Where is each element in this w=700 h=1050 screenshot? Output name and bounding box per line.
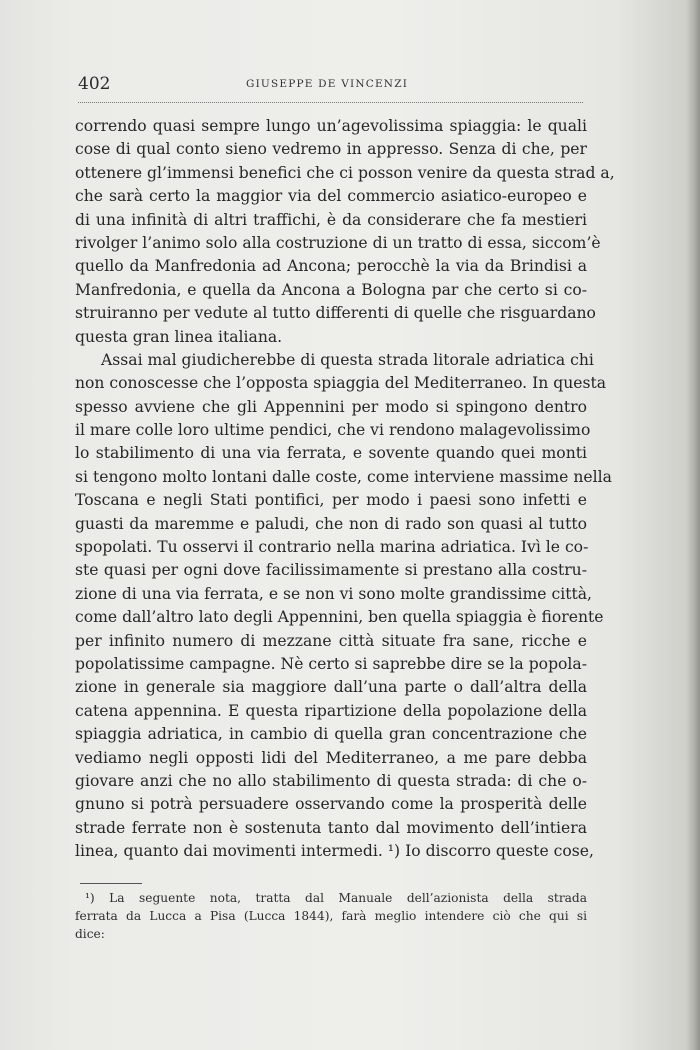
page-header bbox=[78, 74, 583, 102]
text-line: Manfredonia, e quella da Ancona a Bologna par che certo si co- bbox=[75, 280, 587, 299]
text-line: strade ferrate non è sostenuta tanto dal movimento dell’intiera bbox=[75, 818, 587, 837]
text-line: per infinito numero di mezzane città situate fra sane, ricche e bbox=[75, 631, 587, 650]
text-line: guasti da maremme e paludi, che non di rado son quasi al tutto bbox=[75, 514, 587, 533]
text-line: gnuno si potrà persuadere osservando come la prosperità delle bbox=[75, 795, 587, 814]
text-line: zione di una via ferrata, e se non vi sono molte grandissime città, bbox=[75, 584, 592, 603]
text-line: spesso avviene che gli Appennini per modo si spingono dentro bbox=[75, 397, 587, 416]
text-line: correndo quasi sempre lungo un’agevolissima spiaggia: le quali bbox=[75, 117, 587, 135]
text-line: spopolati. Tu osservi il contrario nella marina adriatica. Ivì le co- bbox=[75, 538, 589, 557]
text-line: catena appennina. E questa ripartizione della popolazione della bbox=[75, 701, 587, 720]
page-edge-shadow bbox=[686, 0, 700, 1050]
text-line: rivolger l’animo solo alla costruzione di un tratto di essa, siccom’è bbox=[75, 233, 601, 252]
text-line: come dall’altro lato degli Appennini, ben quella spiaggia è fiorente bbox=[75, 608, 604, 627]
text-line: di una infinità di altri traffichi, è da considerare che fa mestieri bbox=[75, 210, 587, 229]
text-line: spiaggia adriatica, in cambio di quella gran concentrazione che bbox=[75, 725, 587, 744]
text-line: ste quasi per ogni dove facilissimamente si prestano alla costru- bbox=[75, 561, 587, 580]
footnote-line: ferrata da Lucca a Pisa (Lucca 1844), farà meglio intendere ciò che qui si bbox=[75, 909, 587, 923]
footnote-line: dice: bbox=[75, 927, 105, 941]
running-head: GIUSEPPE DE VINCENZI bbox=[246, 78, 409, 90]
text-line: non conoscesse che l’opposta spiaggia del Mediterraneo. In questa bbox=[75, 374, 607, 393]
body-text bbox=[75, 115, 615, 864]
text-line: Toscana e negli Stati pontifici, per modo i paesi sono infetti e bbox=[75, 491, 587, 510]
text-line: linea, quanto dai movimenti intermedi. ¹) Io discorro queste cose, bbox=[75, 842, 594, 861]
text-line: questa gran linea italiana. bbox=[75, 327, 283, 346]
text-line: che sarà certo la maggior via del commercio asiatico-europeo e bbox=[75, 187, 587, 206]
text-line: giovare anzi che no allo stabilimento di questa strada: di che o- bbox=[75, 771, 587, 790]
text-line: ottenere gl’immensi benefici che ci posson venire da questa strad a, bbox=[75, 163, 615, 182]
page-number: 402 bbox=[78, 74, 111, 94]
footnote-line: ¹) La seguente nota, tratta dal Manuale dell’azionista della strada bbox=[85, 891, 587, 905]
text-line: cose di qual conto sieno vedremo in appresso. Senza di che, per bbox=[75, 140, 587, 159]
text-line: vediamo negli opposti lidi del Mediterraneo, a me pare debba bbox=[75, 748, 587, 767]
text-line: popolatissime campagne. Nè certo si saprebbe dire se la popola- bbox=[75, 654, 587, 673]
footnotes bbox=[75, 889, 587, 943]
text-line: si tengono molto lontani dalle coste, come interviene massime nella bbox=[75, 467, 612, 486]
footnote-rule bbox=[80, 883, 142, 884]
text-line: zione in generale sia maggiore dall’una parte o dall’altra della bbox=[75, 678, 587, 697]
text-line: Assai mal giudicherebbe di questa strada litorale adriatica chi bbox=[101, 350, 594, 369]
text-line: il mare colle loro ultime pendici, che vi rendono malagevolissimo bbox=[75, 421, 591, 440]
text-line: struiranno per vedute al tutto differenti di quelle che risguardano bbox=[75, 304, 596, 323]
header-rule bbox=[78, 102, 583, 103]
text-line: quello da Manfredonia ad Ancona; perocchè la via da Brindisi a bbox=[75, 257, 587, 276]
text-line: lo stabilimento di una via ferrata, e sovente quando quei monti bbox=[75, 444, 587, 463]
